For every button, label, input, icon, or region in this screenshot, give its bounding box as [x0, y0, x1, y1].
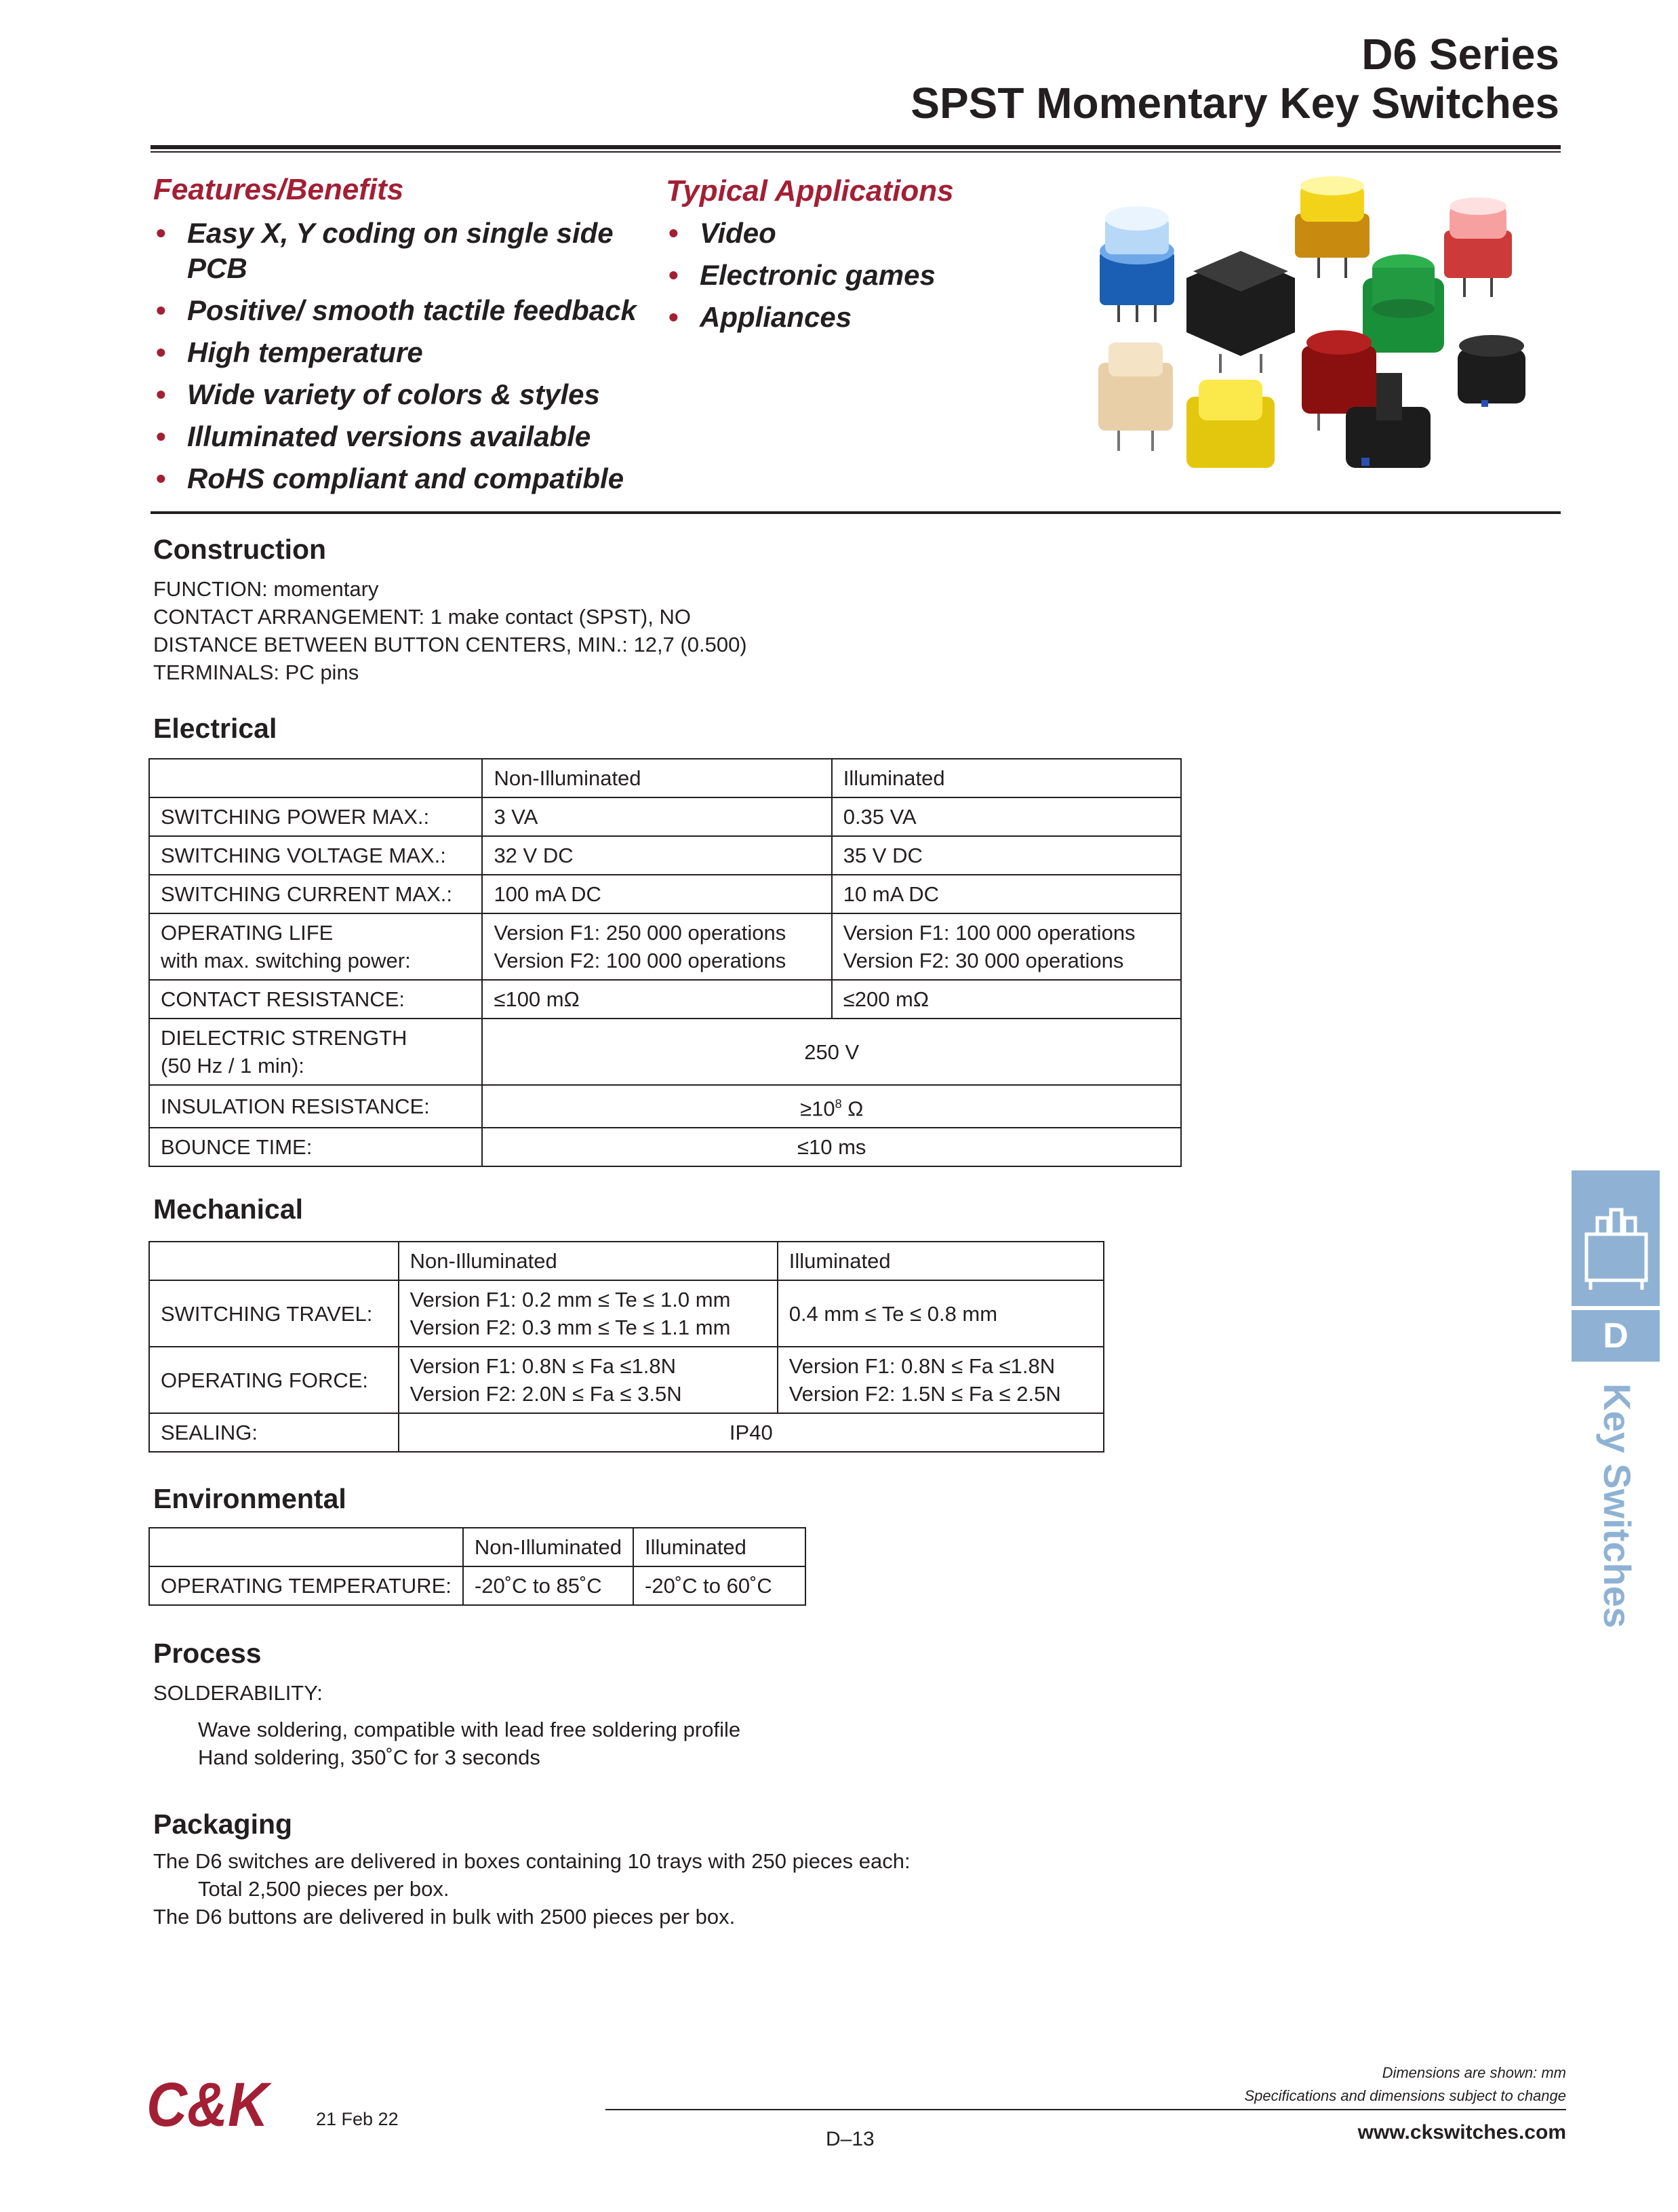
ck-logo: [144, 2072, 273, 2139]
beige-switch-illustration: [1098, 342, 1173, 451]
row-label: SEALING:: [149, 1413, 399, 1452]
packaging-line: The D6 buttons are delivered in bulk with 2500 pieces per box.: [153, 1905, 736, 1929]
list-item: • Illuminated versions available: [153, 419, 655, 454]
table-header: Non-Illuminated: [482, 759, 831, 797]
table-cell: IP40: [399, 1413, 1104, 1452]
table-cell: [149, 1242, 399, 1280]
packaging-text: [153, 1847, 911, 1931]
process-line: Wave soldering, compatible with lead free soldering profile: [198, 1718, 741, 1741]
page-title: SPST Momentary Key Switches: [911, 79, 1559, 127]
table-row: [149, 1280, 1104, 1347]
features-list: [153, 216, 655, 496]
construction-function: FUNCTION: momentary: [153, 577, 379, 601]
table-row: [149, 759, 1181, 797]
row-label: INSULATION RESISTANCE:: [149, 1085, 482, 1128]
list-item: • Wide variety of colors & styles: [153, 377, 655, 412]
table-cell: 0.4 mm ≤ Te ≤ 0.8 mm: [778, 1280, 1104, 1347]
table-cell: [149, 759, 482, 797]
table-cell: Version F1: 0.8N ≤ Fa ≤1.8N Version F2: 1.5N ≤ Fa ≤ 2.5N: [778, 1347, 1104, 1413]
table-row: [149, 1347, 1104, 1413]
row-label: SWITCHING VOLTAGE MAX.:: [149, 836, 482, 875]
list-item: • Video: [666, 216, 1018, 251]
page-number: D–13: [826, 2128, 875, 2150]
bullet-icon: •: [668, 259, 679, 291]
section-divider: [151, 511, 1561, 514]
applications-section: [666, 176, 1018, 342]
list-item: • Appliances: [666, 300, 1018, 335]
packaging-line: The D6 switches are delivered in boxes containing 10 trays with 250 pieces each:: [153, 1849, 911, 1873]
packaging-line: Total 2,500 pieces per box.: [198, 1877, 450, 1901]
bullet-icon: •: [156, 294, 166, 326]
environmental-table: [148, 1527, 806, 1606]
row-label: SWITCHING TRAVEL:: [149, 1280, 399, 1347]
construction-contact: CONTACT ARRANGEMENT: 1 make contact (SPST), NO: [153, 605, 691, 629]
table-row: [149, 1566, 805, 1605]
table-cell: 32 V DC: [482, 836, 831, 875]
construction-distance: DISTANCE BETWEEN BUTTON CENTERS, MIN.: 12,7 (0.500): [153, 633, 747, 656]
table-row: [149, 797, 1181, 836]
features-heading: Features/Benefits: [153, 173, 404, 206]
black-round-switch-illustration: [1458, 335, 1525, 407]
table-cell: 3 VA: [482, 797, 831, 836]
table-row: [149, 1413, 1104, 1452]
electrical-table: [148, 758, 1182, 1167]
applications-heading: Typical Applications: [666, 174, 954, 208]
table-cell: -20˚C to 60˚C: [633, 1566, 805, 1605]
row-label: CONTACT RESISTANCE:: [149, 980, 482, 1019]
table-cell: 100 mA DC: [482, 875, 831, 913]
bullet-icon: •: [156, 336, 166, 368]
table-cell: 0.35 VA: [832, 797, 1181, 836]
table-cell: Version F1: 250 000 operations Version F2: 100 000 operations: [482, 913, 831, 980]
electrical-heading: Electrical: [153, 713, 277, 744]
table-row: [149, 836, 1181, 875]
footer-divider: [605, 2109, 1566, 2110]
bullet-icon: •: [156, 378, 166, 410]
construction-heading: Construction: [153, 534, 327, 565]
bullet-icon: •: [668, 301, 679, 333]
bullet-icon: •: [156, 217, 166, 249]
product-photo: [1085, 176, 1532, 475]
table-row: [149, 1242, 1104, 1280]
list-item: • RoHS compliant and compatible: [153, 461, 655, 496]
process-lines: [198, 1716, 740, 1771]
key-switch-icon: [1572, 1170, 1660, 1306]
side-tab-text: Key Switches: [1596, 1383, 1639, 1629]
construction-block: [153, 575, 747, 686]
footer-note-dimensions: Dimensions are shown: mm: [1382, 2064, 1566, 2081]
table-header: Illuminated: [633, 1528, 805, 1566]
table-row: [149, 1085, 1181, 1128]
list-item: • Easy X, Y coding on single side PCB: [156, 217, 614, 284]
packaging-heading: Packaging: [153, 1809, 293, 1840]
green-switch-illustration: [1363, 254, 1444, 353]
table-header: Non-Illuminated: [399, 1242, 778, 1280]
footer-date: 21 Feb 22: [316, 2109, 399, 2129]
svg-text:C&K: C&K: [146, 2072, 273, 2139]
table-cell: $\ge 10^8$ Ω: [482, 1085, 1181, 1128]
table-cell: ≤100 mΩ: [482, 980, 831, 1019]
table-row: [149, 875, 1181, 913]
table-header: Non-Illuminated: [463, 1528, 633, 1566]
construction-terminals: TERMINALS: PC pins: [153, 660, 359, 684]
features-section: [153, 175, 655, 503]
table-cell: Version F1: 0.2 mm ≤ Te ≤ 1.0 mm Version F2: 0.3 mm ≤ Te ≤ 1.1 mm: [399, 1280, 778, 1347]
row-label: OPERATING FORCE:: [149, 1347, 399, 1413]
table-cell: -20˚C to 85˚C: [463, 1566, 633, 1605]
process-line: Hand soldering, 350˚C for 3 seconds: [198, 1745, 540, 1769]
row-label: BOUNCE TIME:: [149, 1128, 482, 1166]
table-cell: 10 mA DC: [832, 875, 1181, 913]
header-divider: [151, 145, 1561, 153]
table-row: [149, 1019, 1181, 1085]
side-tab-letter: D: [1572, 1310, 1660, 1362]
table-header: Illuminated: [832, 759, 1181, 797]
solderability-label: SOLDERABILITY:: [153, 1681, 323, 1705]
list-item: • Electronic games: [666, 258, 1018, 293]
list-item: • High temperature: [153, 335, 655, 370]
row-label: DIELECTRIC STRENGTH (50 Hz / 1 min):: [149, 1019, 482, 1085]
row-label: SWITCHING CURRENT MAX.:: [149, 875, 482, 913]
footer-url[interactable]: www.ckswitches.com: [1357, 2121, 1566, 2144]
table-header: Illuminated: [778, 1242, 1104, 1280]
black-square-switch-illustration: [1186, 251, 1295, 373]
red-switch-illustration: [1444, 197, 1512, 297]
table-row: [149, 1128, 1181, 1166]
table-cell: ≤10 ms: [482, 1128, 1181, 1166]
table-cell: 35 V DC: [832, 836, 1181, 875]
side-tab-icon-box: [1572, 1170, 1660, 1306]
blue-switch-illustration: [1100, 206, 1174, 322]
table-cell: Version F1: 0.8N ≤ Fa ≤1.8N Version F2: 2.0N ≤ Fa ≤ 3.5N: [399, 1347, 778, 1413]
applications-list: [666, 216, 1018, 335]
bullet-icon: •: [156, 462, 166, 494]
row-label: SWITCHING POWER MAX.:: [149, 797, 482, 836]
table-cell: 250 V: [482, 1019, 1181, 1085]
table-cell: ≤200 mΩ: [832, 980, 1181, 1019]
row-label: OPERATING TEMPERATURE:: [149, 1566, 463, 1605]
mechanical-table: [148, 1241, 1104, 1453]
series-title: D6 Series: [1361, 30, 1559, 79]
footer-note-specs: Specifications and dimensions subject to change: [1244, 2087, 1566, 2104]
mechanical-heading: Mechanical: [153, 1193, 304, 1225]
table-row: [149, 980, 1181, 1019]
list-item: • Positive/ smooth tactile feedback: [153, 293, 655, 328]
bullet-icon: •: [156, 420, 166, 452]
table-row: [149, 1528, 805, 1566]
yellow-square-switch-illustration: [1186, 380, 1275, 468]
yellow-switch-illustration: [1295, 176, 1370, 278]
bullet-icon: •: [668, 217, 679, 249]
table-row: [149, 913, 1181, 980]
table-cell: Version F1: 100 000 operations Version F2: 30 000 operations: [832, 913, 1181, 980]
row-label: OPERATING LIFE with max. switching power:: [149, 913, 482, 980]
table-cell: [149, 1528, 463, 1566]
environmental-heading: Environmental: [153, 1483, 346, 1514]
process-heading: Process: [153, 1638, 262, 1669]
